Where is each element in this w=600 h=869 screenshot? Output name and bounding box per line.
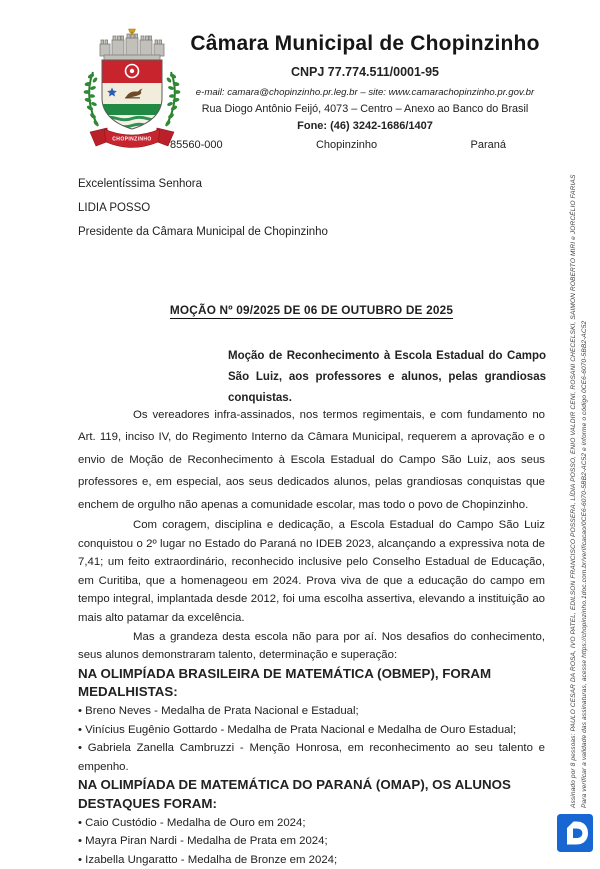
motion-body (78, 404, 545, 869)
list-item: • Izabella Ungaratto - Medalha de Bronze em 2024; (78, 851, 545, 869)
1doc-logo-icon (557, 814, 593, 852)
motion-title-wrap (78, 301, 545, 319)
crest-ribbon-icon (90, 128, 174, 148)
omap-list (78, 814, 545, 869)
letterhead (182, 32, 548, 132)
city-label: Chopinzinho (315, 139, 378, 151)
list-item: • Mayra Piran Nardi - Medalha de Prata em 2024; (78, 832, 545, 851)
recipient-salutation: Excelentíssima Senhora (78, 178, 203, 190)
phone-line: Fone: (46) 3242-1686/1407 (297, 120, 433, 132)
recipient-block (78, 172, 538, 244)
signature-verification-sidebar (569, 50, 593, 808)
crest-ribbon-label: CHOPINZINHO (112, 136, 152, 143)
motion-summary: Moção de Reconhecimento à Escola Estadual do Campo São Luiz, aos professores e alunos, pelas grandiosas conquistas. (228, 350, 546, 404)
state-label: Paraná (470, 139, 506, 151)
body-paragraph: Os vereadores infra-assinados, nos termos regimentais, e com fundamento no Art. 119, inciso IV, do Regimento Interno da Câmara Municipal, requerem a aprovação e o envio de Moção de Reconhecimento à Escola Estadual do Campo São Luiz, aos seus professores e, em especial, aos seus dedicados alunos, pelas grandiosas conquistas que enchem de orgulho não apenas a comunidade escolar, mas todo o povo de Chopinzinho. (78, 409, 545, 511)
recipient-role: Presidente da Câmara Municipal de Chopinzinho (78, 226, 328, 238)
list-item: • Vinícius Eugênio Gottardo - Medalha de Prata Nacional e Medalha de Ouro Estadual; (78, 721, 545, 740)
cnpj-line: CNPJ 77.774.511/0001-95 (290, 65, 440, 79)
motion-title: MOÇÃO Nº 09/2025 DE 06 DE OUTUBRO DE 2025 (169, 303, 454, 317)
crest-shield-icon (102, 60, 162, 131)
crest-crown-icon (100, 34, 164, 61)
cep-label: 85560-000 (170, 139, 223, 151)
list-item: • Caio Custódio - Medalha de Ouro em 2024; (78, 814, 545, 833)
signers-line: Assinado por 8 pessoas: PAULO CESAR DA ROSA, IVO PATEL, EDILSON FRANCISCO POSSERA, LÍDIA POSSO, ENIO VALDIR CENI, ROSANI CHECELSKI, SAIMON ROBERTO MIRI e JORCÉLIO FARIAS (570, 174, 577, 808)
obmep-list (78, 702, 545, 776)
contact-line: e-mail: camara@chopinzinho.pr.leg.br – site: www.camarachopinzinho.pr.gov.br (195, 87, 535, 98)
crest-branch-right-icon (165, 72, 181, 127)
list-item: • Gabriela Zanella Cambruzzi - Menção Honrosa, em reconhecimento ao seu talento e empenho. (78, 739, 545, 776)
list-item: • Breno Neves - Medalha de Prata Nacional e Estadual; (78, 702, 545, 721)
body-paragraph: Com coragem, disciplina e dedicação, a Escola Estadual do Campo São Luiz conquistou o 2º lugar no Estado do Paraná no IDEB 2023, alcançando a expressiva nota de 7,41; um feito extraordinário, reconhecido inclusive pelo Conselho Estadual de Educação, em Curitiba, que a homenageou em 2024. Prova viva de que a educação do campo em tempo integral, implantada desde 2012, foi uma escolha assertiva, elevando a instituição ao mais alto patamar da excelência. (78, 519, 545, 624)
address-line: Rua Diogo Antônio Feijó, 4073 – Centro – Anexo ao Banco do Brasil (201, 103, 529, 115)
crest-branch-left-icon (84, 72, 100, 127)
page-title: Câmara Municipal de Chopinzinho (190, 32, 540, 55)
body-paragraph: Mas a grandeza desta escola não para por aí. Nos desafios do conhecimento, seus alunos demonstraram talento, determinação e superação: (78, 630, 545, 662)
omap-heading: NA OLIMPÍADA DE MATEMÁTICA DO PARANÁ (OMAP), OS ALUNOS DESTAQUES FORAM: (78, 777, 511, 811)
recipient-name: LIDIA POSSO (78, 202, 151, 214)
obmep-heading: NA OLIMPÍADA BRASILEIRA DE MATEMÁTICA (OBMEP), FORAM MEDALHISTAS: (78, 665, 492, 700)
verification-line: Para verificar a validade das assinaturas, acesse https://chopinzinho.1doc.com.br/verificacao/0CE6-6070-5BB2-AC52 e informe o código 0CE6-6070-5BB2-AC52 (580, 320, 588, 808)
location-row (170, 139, 506, 151)
